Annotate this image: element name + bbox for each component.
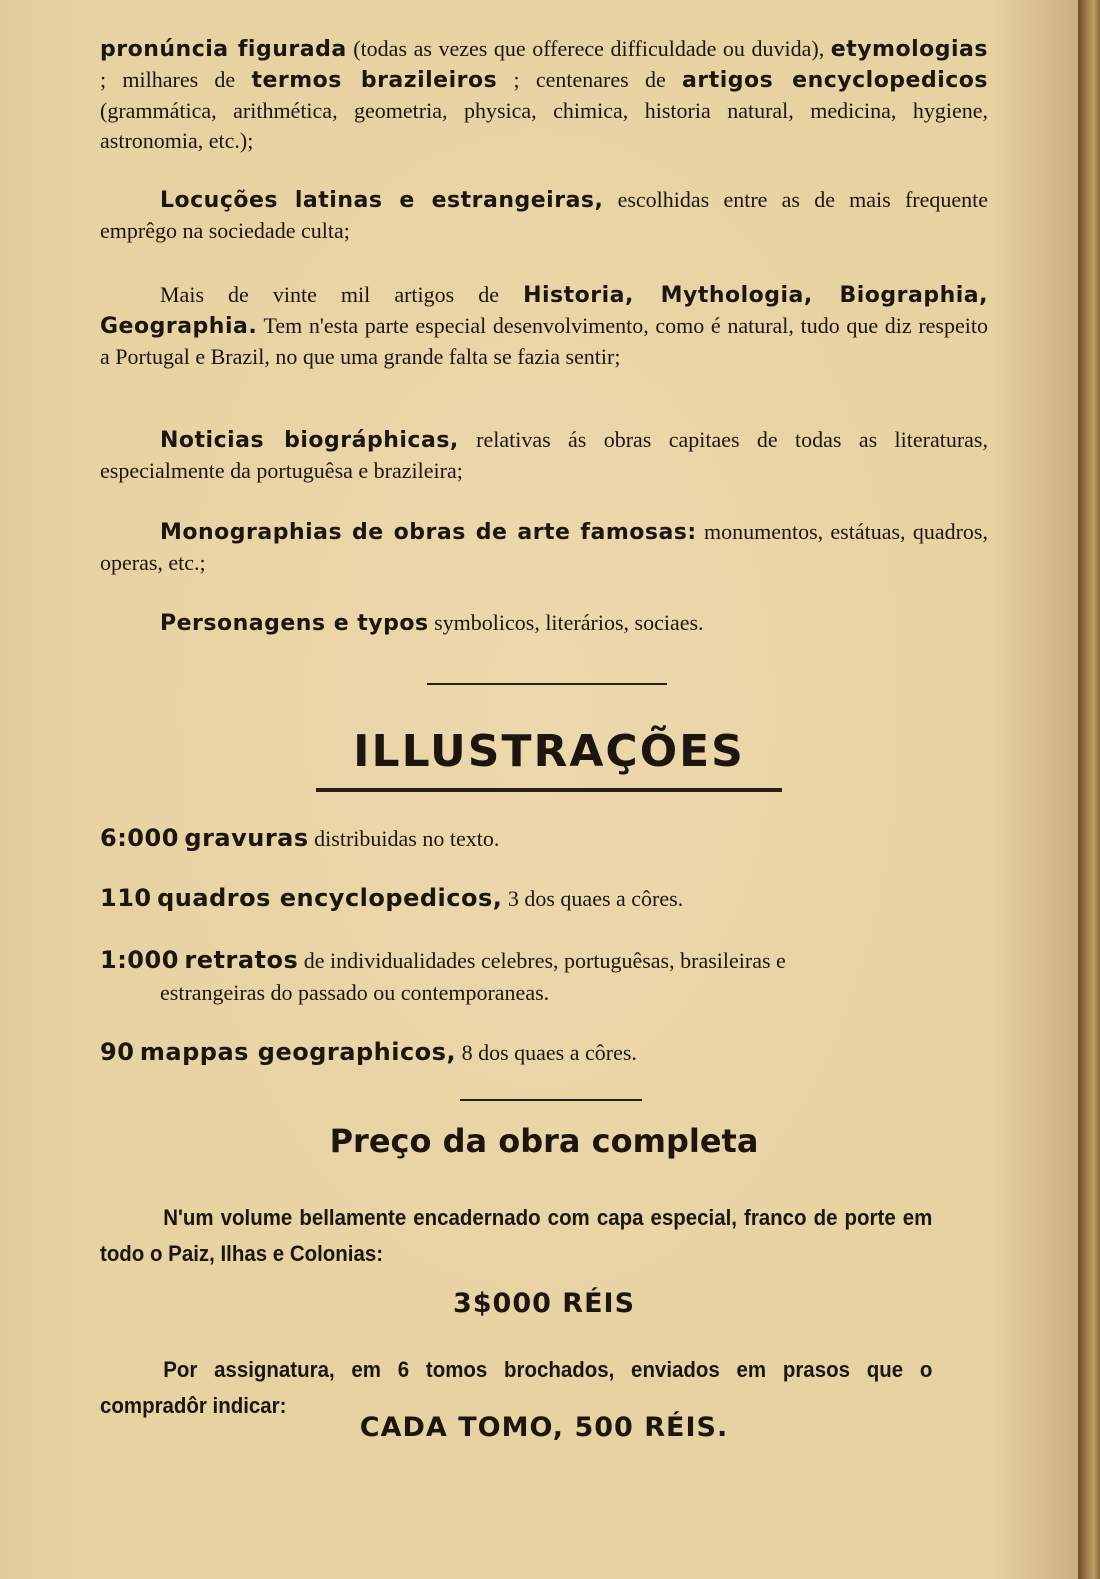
paragraph-pronuncia [100,34,988,156]
item-number: 90 [100,1038,135,1066]
list-item [100,944,1000,1009]
term-historia: Historia, Mythologia, Biographia, Geographia. [100,283,988,339]
item-term: quadros encyclopedicos, [157,884,503,912]
section-title-illustracoes: ILLUSTRAÇÕES [353,726,745,777]
term-personagens: Personagens e typos [160,611,429,636]
term-noticias: Noticias biográphicas, [160,428,459,453]
list-item [100,822,1000,855]
term-encyclopedicos: artigos encyclopedicos [682,68,989,93]
paragraph-noticias [100,425,988,486]
text: symbolicos, literários, sociaes. [428,610,704,635]
list-item [100,882,1000,915]
term-pronuncia: pronúncia figurada [100,37,347,62]
text: ; centenares de [497,67,682,92]
paragraph-historia [100,280,988,372]
term-etymologias: etymologias [830,37,988,62]
text: Tem n'esta parte especial desenvolvimento, como é natural, tudo que diz respeito a Portugal e Brazil, no que uma grande falta se fazia sentir; [100,313,988,369]
condition-volume: N'um volume bellamente encadernado com capa especial, franco de porte em todo o Paiz, Ilhas e Colonias: [100,1205,933,1266]
item-term: gravuras [184,824,309,852]
list-item [100,1036,1000,1069]
item-term: mappas geographicos, [139,1038,457,1066]
text: (todas as vezes que offerece difficuldade ou duvida), [346,36,831,61]
text: (grammática, arithmética, geometria, physica, chimica, historia natural, medicina, hygiene, astronomia, etc.); [100,98,988,153]
item-text: 8 dos quaes a côres. [456,1040,637,1065]
item-number: 6:000 [100,824,179,852]
term-brazileiros: termos brazileiros [251,68,498,93]
price-volume: 3$000 RÉIS [452,1288,636,1319]
book-gutter [1078,0,1100,1579]
text: relativas ás obras capitaes de todas as literaturas, especialmente da portuguêsa e brazileira; [100,427,988,483]
text: escolhidas entre as de mais frequente emprêgo na sociedade culta; [100,187,989,243]
paragraph-monographias [100,517,988,578]
price-heading: Preço da obra completa [329,1122,759,1160]
item-text: distribuidas no texto. [308,826,500,851]
paragraph-locucoes [100,185,988,246]
divider [427,683,667,685]
item-text: de individualidades celebres, portuguêsas, brasileiras e [298,948,786,973]
item-number: 110 [100,884,152,912]
term-locucoes: Locuções latinas e estrangeiras, [160,188,604,213]
condition-subscription: Por assignatura, em 6 tomos brochados, enviados em prasos que o compradôr indicar: [100,1357,933,1418]
divider [460,1099,642,1101]
price-per-volume: CADA TOMO, 500 RÉIS. [359,1412,729,1443]
term-monographias: Monographias de obras de arte famosas: [160,520,697,545]
item-term: retratos [184,946,299,974]
title-underline [316,788,782,792]
paragraph-personagens [100,608,988,639]
text: monumentos, estátuas, quadros, operas, etc.; [100,519,988,575]
text: ; milhares de [100,67,252,92]
item-text: 3 dos quaes a côres. [502,886,684,911]
text: Mais de vinte mil artigos de [160,282,524,307]
item-continuation: estrangeiras do passado ou contemporaneas. [160,980,550,1005]
item-number: 1:000 [100,946,179,974]
